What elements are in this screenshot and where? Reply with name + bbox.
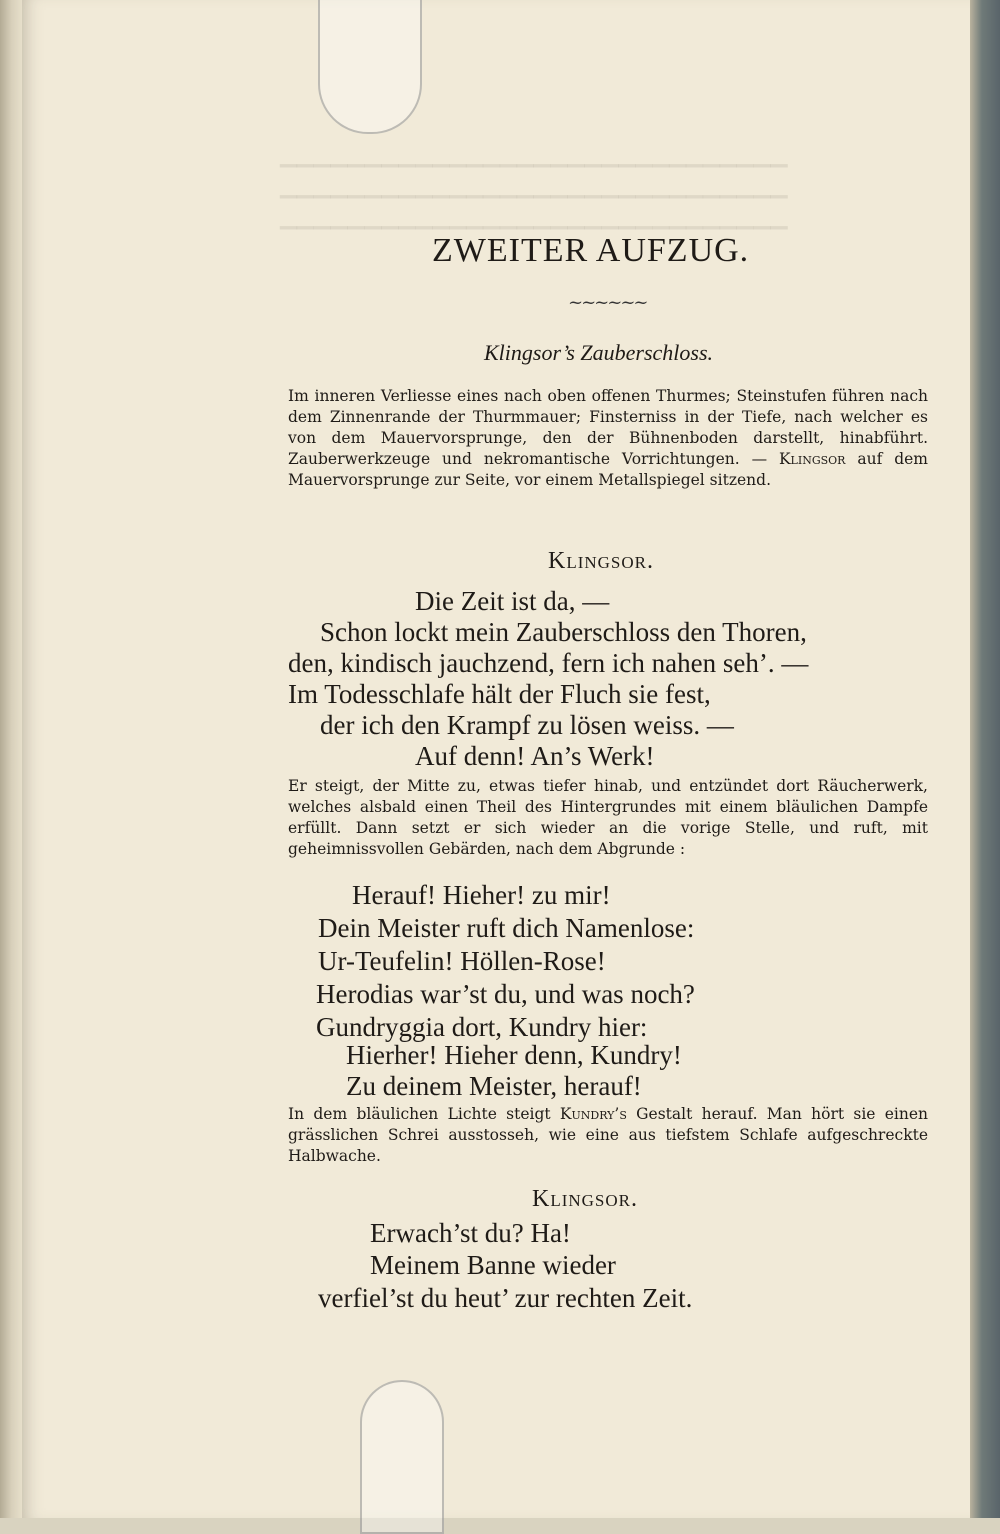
ornament-divider: ~~~~~~: [568, 292, 647, 313]
verse-line: verfiel’st du heut’ zur rechten Zeit.: [318, 1283, 693, 1313]
page-edge-right: [970, 0, 1000, 1518]
verse-line: Ur-Teufelin! Höllen-Rose!: [318, 946, 606, 976]
page-clip-top: [318, 0, 422, 134]
page-clip-bottom: [360, 1380, 444, 1534]
stage-direction-3-text-a: In dem bläulichen Lichte steigt: [288, 1105, 560, 1123]
stage-direction-1-text-a: Im inneren Verliesse eines nach oben offenen Thurmes; Steinstufen führen nach dem Zinnenrande der Thurmmauer; Finsterniss in der Tiefe, nach welcher es von dem Mauervorsprunge, den der Bühnenboden darstellt, hinabführt. Zauberwerkzeuge und nekromantische Vorrichtungen. —: [288, 387, 928, 468]
bleed-through-texture: ▁▁▁▁▁▁▁▁▁▁▁▁▁▁▁▁▁▁▁▁▁▁▁▁▁▁▁▁▁▁ ▁▁▁▁▁▁▁▁▁▁▁▁▁▁▁▁▁▁▁▁▁▁▁▁▁▁▁▁▁▁ ▁▁▁▁▁▁▁▁▁▁▁▁▁▁▁▁▁▁▁▁▁▁▁▁▁▁▁▁▁▁: [280, 142, 788, 229]
verse-line: Meinem Banne wieder: [370, 1250, 616, 1280]
stage-direction-1-text-b: auf dem Mauervorsprunge zur Seite, vor einem Metallspiegel sitzend.: [288, 450, 929, 489]
stage-direction-3-text-b: Gestalt herauf. Man hört sie einen grässlichen Schrei ausstosseh, wie eine aus tiefstem Schlafe aufgeschreckte Halbwache.: [288, 1105, 928, 1165]
stage-direction-1: [288, 386, 928, 491]
speaker-name-1: Klingsor.: [548, 548, 655, 574]
verse-line: Herodias war’st du, und was noch?: [316, 979, 695, 1009]
verse-line: Die Zeit ist da, —: [415, 586, 610, 616]
verse-line: Schon lockt mein Zauberschloss den Thoren,: [320, 617, 807, 647]
scene-location: Klingsor’s Zauberschloss.: [484, 340, 714, 365]
stage-direction-3: [288, 1104, 928, 1167]
verse-line: Zu deinem Meister, herauf!: [346, 1071, 642, 1101]
stage-direction-3-name: Kundry’s: [559, 1105, 627, 1123]
verse-line: den, kindisch jauchzend, fern ich nahen seh’. —: [288, 648, 809, 678]
stage-direction-1-name: Klingsor: [778, 450, 846, 468]
act-heading: ZWEITER AUFZUG.: [432, 232, 750, 269]
verse-line: Erwach’st du? Ha!: [370, 1218, 571, 1248]
verse-line: Hierher! Hieher denn, Kundry!: [346, 1040, 682, 1070]
stage-direction-2: Er steigt, der Mitte zu, etwas tiefer hinab, und entzündet dort Räucherwerk, welches alsbald einen Theil des Hintergrundes mit einem bläulichen Dampfe erfüllt. Dann setzt er sich wieder an die vorige Stelle, und ruft, mit geheimnissvollen Gebärden, nach dem Abgrunde :: [288, 777, 928, 858]
verse-line: Dein Meister ruft dich Namenlose:: [318, 913, 695, 943]
speaker-name-2: Klingsor.: [532, 1186, 639, 1212]
verse-line: Gundryggia dort, Kundry hier:: [316, 1012, 648, 1042]
verse-line: Im Todesschlafe hält der Fluch sie fest,: [288, 679, 711, 709]
verse-line: der ich den Krampf zu lösen weiss. —: [320, 710, 734, 740]
verse-line: Herauf! Hieher! zu mir!: [352, 880, 611, 910]
verse-line: Auf denn! An’s Werk!: [415, 741, 655, 771]
